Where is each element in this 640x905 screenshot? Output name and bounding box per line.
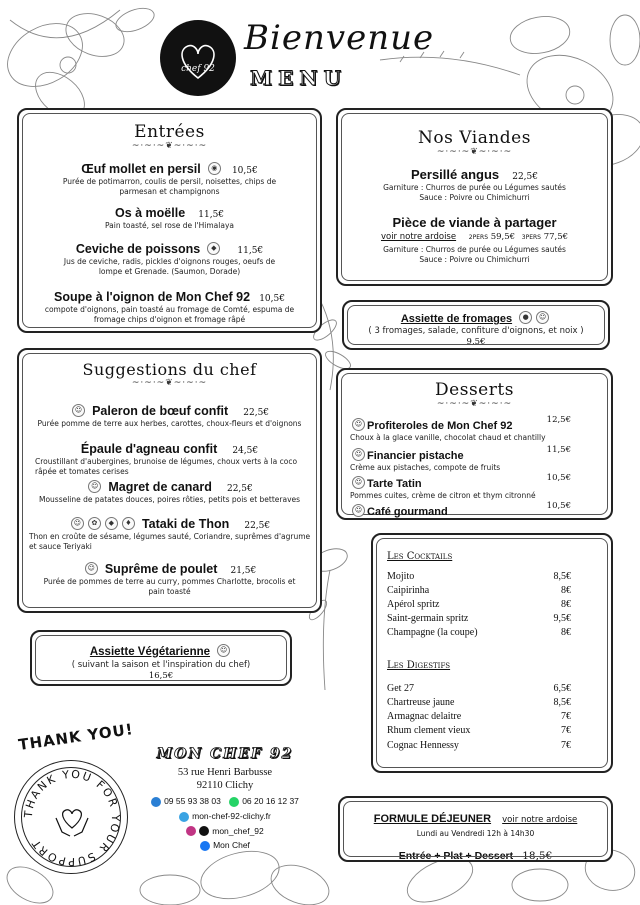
digestif-row <box>387 725 571 739</box>
dish-name: Os à moëlle <box>114 206 186 220</box>
entrees-title: Entrées <box>134 122 205 142</box>
dish-price: 22,5€ <box>244 521 271 531</box>
dish-name: Œuf mollet en persil <box>81 162 201 176</box>
entrees-section <box>17 108 322 333</box>
drink-price: 8,5€ <box>553 697 571 708</box>
price-label: 2PERS <box>468 234 489 241</box>
drink-name: Get 27 <box>387 683 414 694</box>
dessert-price: 12,5€ <box>546 415 571 425</box>
drink-name: Cognac Hennessy <box>387 740 459 751</box>
dish-desc: Purée de potimarron, coulis de persil, noisettes, chips de parmesan et champignons <box>62 177 277 196</box>
drink-name: Armagnac delaitre <box>387 711 462 722</box>
logo-text: chef 92 <box>181 64 215 74</box>
title-flourish: ~·~·~❦~·~·~ <box>436 399 513 409</box>
dish-name: Paleron de bœuf confit <box>92 404 229 418</box>
instagram-icon <box>186 826 196 836</box>
vegetarian-price: 16,5€ <box>148 671 174 681</box>
formule-title: FORMULE DÉJEUNER <box>373 813 492 825</box>
ardoise-link: voir notre ardoise <box>380 232 457 242</box>
fish-icon: ◆ <box>105 517 118 530</box>
chef-icon: ☺ <box>88 480 101 493</box>
chef-icon: ☺ <box>352 448 365 461</box>
dessert-profiteroles <box>350 414 571 442</box>
ardoise-link: voir notre ardoise <box>502 815 578 825</box>
drink-name: Apérol spritz <box>387 599 440 610</box>
drink-price: 8€ <box>561 599 571 610</box>
title-flourish: ~·~·~❦~·~·~ <box>131 378 208 388</box>
cocktail-row <box>387 613 571 627</box>
dish-price: 11,5€ <box>237 246 264 256</box>
hands-heart-icon <box>52 798 92 838</box>
formule-content: Entrée + Plat + Dessert <box>398 850 514 862</box>
suggestions-section <box>17 348 322 613</box>
whatsapp-icon <box>229 797 239 807</box>
fromages-section <box>342 300 610 350</box>
chef-icon: ☺ <box>71 517 84 530</box>
title-flourish: ~·~·~❦~·~·~ <box>436 147 513 157</box>
formule-hours: Lundi au Vendredi 12h à 14h30 <box>416 829 535 838</box>
chef-icon: ☺ <box>85 562 98 575</box>
desserts-title: Desserts <box>435 380 514 400</box>
phone-1[interactable]: 09 55 93 38 03 <box>164 796 221 806</box>
dish-name: Tataki de Thon <box>141 517 230 531</box>
cocktail-row <box>387 571 571 585</box>
dish-tataki <box>19 513 320 552</box>
dish-garniture: Garniture : Churros de purée ou Légumes sautés <box>383 183 566 192</box>
dessert-financier <box>350 444 571 472</box>
thankyou-ring-text: THANK YOU FOR YOUR SUPPORT <box>21 767 123 869</box>
dish-name: Pièce de viande à partager <box>392 215 557 230</box>
dessert-desc: Choux à la glace vanille, chocolat chaud et chantilly <box>350 433 546 442</box>
tiktok-icon <box>199 826 209 836</box>
cocktail-row <box>387 585 571 599</box>
dish-desc: Croustillant d'aubergines, brunoise de légumes, choux verts à la coco râpée et tomates cerises <box>35 457 298 476</box>
vegetarian-title: Assiette Végétarienne <box>89 646 211 658</box>
drink-price: 8€ <box>561 627 571 638</box>
drink-name: Champagne (la coupe) <box>387 627 478 638</box>
drink-name: Mojito <box>387 571 415 582</box>
thankyou-badge <box>14 760 128 874</box>
dish-price: 11,5€ <box>198 210 225 220</box>
dish-price: 77,5€ <box>543 232 569 242</box>
digestif-row <box>387 740 571 754</box>
price-label: 3PERS <box>521 234 541 241</box>
dessert-tatin <box>350 472 571 500</box>
chef-icon: ☺ <box>352 418 365 431</box>
soy-icon: ♦ <box>122 517 135 530</box>
dish-price: 10,5€ <box>231 166 258 176</box>
drink-name: Saint-germain spritz <box>387 613 469 624</box>
dish-price: 59,5€ <box>490 232 516 242</box>
dish-name: Magret de canard <box>108 480 212 494</box>
viandes-section <box>336 108 613 286</box>
drink-name: Chartreuse jaune <box>387 697 455 708</box>
website-link[interactable]: mon-chef-92-clichy.fr <box>192 810 271 821</box>
title-flourish: ~·~·~❦~·~·~ <box>131 141 208 151</box>
suggestions-title: Suggestions du chef <box>82 360 257 379</box>
chef-icon: ☺ <box>536 311 549 324</box>
dish-desc: Mousseline de patates douces, poires rôties, petits pois et betteraves <box>38 495 301 504</box>
dish-sauce: Sauce : Poivre ou Chimichurri <box>419 193 530 202</box>
viandes-title: Nos Viandes <box>418 128 531 148</box>
vegetarian-section <box>30 630 292 686</box>
dish-desc: Purée de pommes de terre au curry, pommes Charlotte, brocolis et pain toasté <box>43 577 296 596</box>
menu-title: MENU <box>250 66 348 90</box>
digestif-row <box>387 711 571 725</box>
drink-price: 7€ <box>561 725 571 736</box>
drink-name: Caipirinha <box>387 585 430 596</box>
drink-price: 8,5€ <box>553 571 571 582</box>
cocktail-row <box>387 599 571 613</box>
dessert-desc: Pommes cuites, crème de citron et thym citronné <box>350 491 536 500</box>
cocktails-title: Les Cocktails <box>387 551 453 562</box>
dish-supreme <box>19 558 320 597</box>
dish-soupe <box>19 286 320 325</box>
fromages-price: 9,5€ <box>466 337 486 347</box>
dish-desc: Purée pomme de terre aux herbes, carottes, choux-fleurs et d'oignons <box>37 419 302 428</box>
chef-icon: ☺ <box>352 476 365 489</box>
digestifs-title: Les Digestifs <box>387 660 451 671</box>
dessert-cafe <box>350 500 571 519</box>
dish-garniture: Garniture : Churros de purée ou Légumes sautés <box>383 245 566 254</box>
dish-os <box>19 202 320 231</box>
drink-price: 7€ <box>561 740 571 751</box>
contact-block <box>140 746 310 851</box>
dessert-name: Café gourmand <box>367 506 448 518</box>
dish-desc: Thon en croûte de sésame, légumes sauté, Coriandre, suprêmes d'agrume et sauce Teriyaki <box>29 532 311 551</box>
formule-section <box>338 796 613 862</box>
facebook-icon <box>200 841 210 851</box>
dish-magret <box>19 476 320 505</box>
logo <box>160 20 236 96</box>
dish-piece <box>338 212 611 265</box>
dish-price: 24,5€ <box>232 446 259 456</box>
dish-name: Ceviche de poissons <box>75 242 201 256</box>
dish-sauce: Sauce : Poivre ou Chimichurri <box>419 255 530 264</box>
dessert-price: 10,5€ <box>546 473 571 483</box>
dish-paleron <box>19 400 320 429</box>
dessert-price: 11,5€ <box>546 445 571 455</box>
dish-price: 10,5€ <box>259 294 285 304</box>
dish-desc: Pain toasté, sel rose de l'Himalaya <box>104 221 234 230</box>
digestif-row <box>387 683 571 697</box>
address-line1: 53 rue Henri Barbusse <box>177 767 273 778</box>
drink-name: Rhum clement vieux <box>387 725 471 736</box>
phone-2[interactable]: 06 20 16 12 37 <box>242 796 299 806</box>
drink-price: 9,5€ <box>553 613 571 624</box>
fromages-title: Assiette de fromages <box>400 313 513 325</box>
dish-price: 21,5€ <box>230 566 257 576</box>
fish-icon: ◆ <box>207 242 220 255</box>
sesame-icon: ✿ <box>88 517 101 530</box>
dessert-price: 10,5€ <box>546 501 571 511</box>
dish-name: Soupe à l'oignon de Mon Chef 92 <box>54 290 251 304</box>
drink-price: 6,5€ <box>553 683 571 694</box>
phone-icon <box>151 797 161 807</box>
web-icon <box>179 812 189 822</box>
dish-oeuf <box>19 158 320 197</box>
dish-name: Épaule d'agneau confit <box>80 442 218 456</box>
dish-ceviche <box>19 238 320 277</box>
cocktail-row <box>387 627 571 641</box>
formule-price: 18,5€ <box>522 850 553 862</box>
dish-desc: compote d'oignons, pain toasté au fromage de Comté, espuma de fromage chips d'oignon et fromage râpé <box>44 305 295 324</box>
chef-icon: ☺ <box>217 644 230 657</box>
dish-desc: Jus de ceviche, radis, pickles d'oignons rouges, oeufs de lompe et Grenade. (Saumon, Dorade) <box>63 257 276 276</box>
dessert-name: Tarte Tatin <box>367 478 422 490</box>
dessert-desc: Crème aux pistaches, compote de fruits <box>350 463 501 472</box>
restaurant-name: MON CHEF 92 <box>156 746 294 762</box>
thankyou-title: THANK YOU! <box>17 720 135 754</box>
digestif-row <box>387 697 571 711</box>
egg-icon: ◉ <box>208 162 221 175</box>
dessert-name: Financier pistache <box>367 450 464 462</box>
drink-price: 7€ <box>561 711 571 722</box>
heart-logo-icon <box>160 20 236 96</box>
dish-name: Persillé angus <box>410 167 500 182</box>
dish-price: 22,5€ <box>243 408 270 418</box>
nuts-icon: ● <box>519 311 532 324</box>
dessert-name: Profiteroles de Mon Chef 92 <box>367 420 513 432</box>
dish-price: 22,5€ <box>226 484 253 494</box>
facebook-handle[interactable]: Mon Chef <box>213 840 250 851</box>
dish-name: Suprême de poulet <box>104 562 218 576</box>
chef-icon: ☺ <box>352 504 365 517</box>
dish-persille <box>338 164 611 203</box>
address-line2: 92110 Clichy <box>196 780 254 791</box>
drinks-section <box>371 533 613 773</box>
welcome-title: Bienvenue <box>244 18 435 58</box>
instagram-handle[interactable]: mon_chef_92 <box>212 825 264 836</box>
fromages-desc: ( 3 fromages, salade, confiture d'oignons, et noix ) <box>368 326 584 336</box>
dish-epaule <box>19 438 320 477</box>
drink-price: 8€ <box>561 585 571 596</box>
desserts-section <box>336 368 613 520</box>
dish-price: 22,5€ <box>512 172 538 182</box>
vegetarian-desc: ( suivant la saison et l'inspiration du chef) <box>71 660 251 670</box>
chef-icon: ☺ <box>72 404 85 417</box>
